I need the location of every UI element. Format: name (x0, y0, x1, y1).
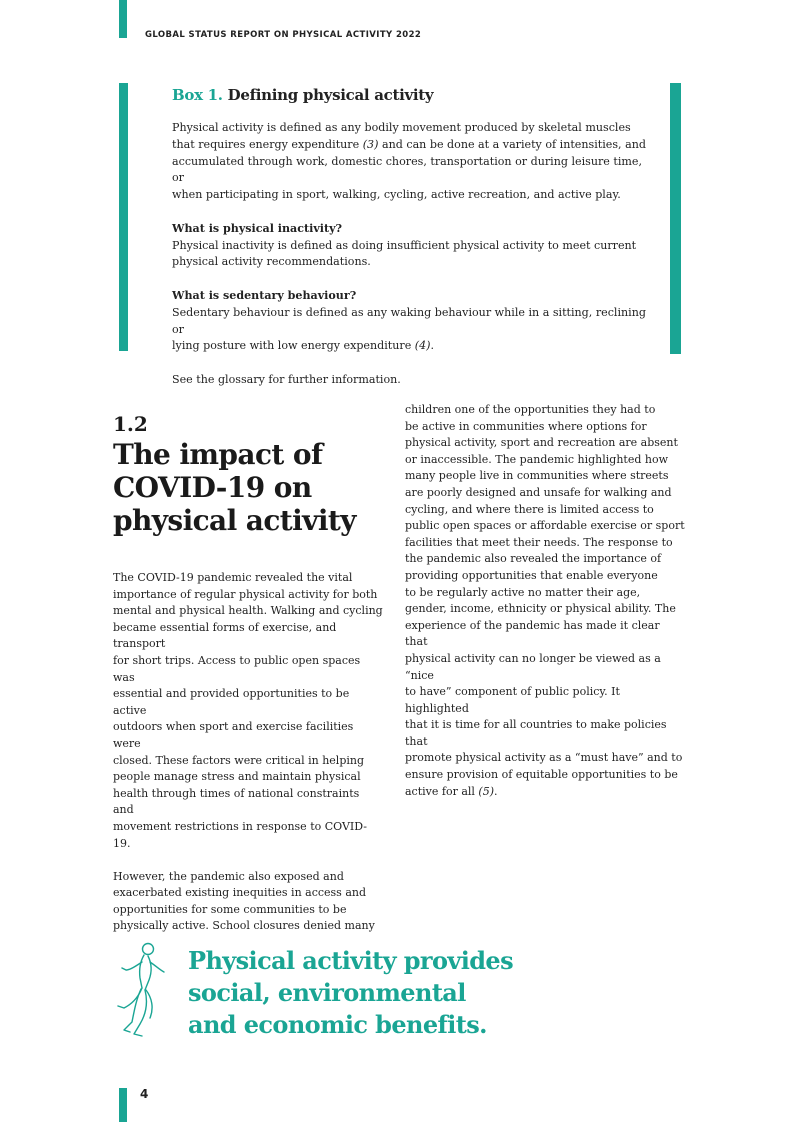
box-definition-text-b: and can be done at a variety of intensities, and accumulated through work, domestic chores, transportation or during leisure time, or when participating in sport, walking, cycling, active recreation, and active play. (172, 137, 646, 202)
box-glossary-note: See the glossary for further information. (172, 372, 401, 386)
box-ref-3: (3) (362, 137, 379, 151)
running-head: GLOBAL STATUS REPORT ON PHYSICAL ACTIVITY 2022 (145, 30, 422, 40)
right-paragraph-text-a: children one of the opportunities they had to be active in communities where options for physical activity, sport and recreation are absent or inaccessible. The pandemic highlighted how many people live in communities where streets are poorly designed and unsafe for walking and cycling, and where there is limited access to public open spaces or affordable exercise or sport facilities that meet their needs. The response to the pandemic also revealed the importance of providing opportunities that enable everyone to be regularly active no matter their age, gender, income, ethnicity or physical ability. The experience of the pandemic has made it clear that physical activity can no longer be viewed as a “nice to have” component of public policy. It highlighted that it is time for all countries to make policies that promote physical activity as a “must have” and to ensure provision of equitable opportunities to be active for all (405, 403, 685, 798)
box-body (172, 120, 652, 406)
box-question-sedentary: What is sedentary behaviour? (172, 288, 357, 302)
right-ref-5: (5) (478, 784, 495, 798)
section-number: 1.2 (113, 412, 148, 436)
footer-accent-bar (119, 1088, 127, 1122)
pull-quote: Physical activity provides social, environmental and economic benefits. (188, 946, 513, 1039)
right-column (405, 402, 685, 817)
box-right-bar (670, 83, 681, 354)
box-answer-inactivity: Physical inactivity is defined as doing insufficient physical activity to meet current physical activity recommendations. (172, 238, 637, 269)
running-person-icon (112, 940, 172, 1040)
box-answer-sedentary-a: Sedentary behaviour is defined as any waking behaviour while in a sitting, reclining or lying posture with low energy expenditure (172, 305, 646, 353)
box-sedentary (172, 288, 652, 355)
box-answer-sedentary-b: . (430, 339, 435, 353)
page-number: 4 (140, 1087, 149, 1101)
section-title: The impact of COVID-19 on physical activity (113, 438, 356, 537)
right-paragraph-text-b: . (494, 784, 498, 798)
box-label: Box 1. (172, 86, 223, 104)
left-paragraph-1: The COVID-19 pandemic revealed the vital importance of regular physical activity for both mental and physical health. Walking and cycling became essential forms of exercise, and transport for short trips. Access to public open spaces was essential and provided opportunities to be active outdoors when sport and exercise facilities were closed. These factors were critical in helping people manage stress and maintain physical health through times of national constraints and movement restrictions in response to COVID-19. (113, 571, 383, 850)
header-accent-bar (119, 0, 127, 38)
box-ref-4: (4) (414, 339, 431, 353)
box-inactivity (172, 221, 652, 271)
box-definition-text-a: Physical activity is defined as any bodily movement produced by skeletal muscles that requires energy expenditure (172, 121, 631, 151)
right-paragraph-1 (405, 402, 685, 800)
box-definition (172, 120, 652, 204)
box-left-bar (119, 83, 128, 351)
left-column (113, 570, 383, 952)
box-question-inactivity: What is physical inactivity? (172, 221, 343, 235)
box-title (172, 86, 433, 104)
box-title-text: Defining physical activity (227, 86, 434, 104)
left-paragraph-2: However, the pandemic also exposed and exacerbated existing inequities in access and opportunities for some communities to be physically active. School closures denied many (113, 869, 375, 933)
